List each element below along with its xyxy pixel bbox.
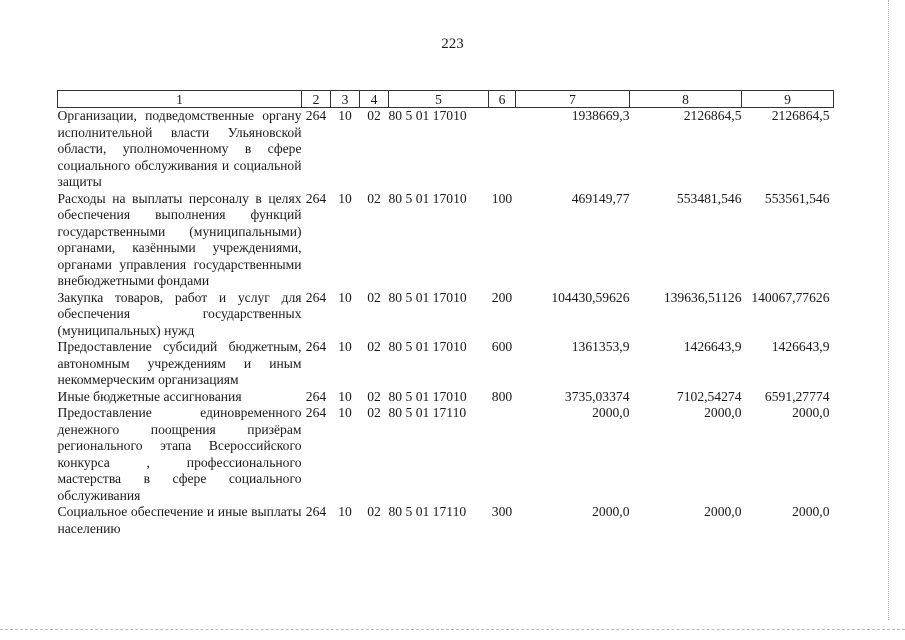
cell-col-8: 1426643,9 bbox=[683, 339, 742, 354]
cell-col-6: 300 bbox=[491, 504, 513, 519]
cell-col-8: 7102,54274 bbox=[676, 388, 742, 404]
cell-col-7: 3735,03374 bbox=[564, 388, 630, 404]
cell-col-2: 264 bbox=[305, 190, 327, 206]
header-col-4: 4 bbox=[360, 91, 389, 108]
cell-col-2: 264 bbox=[305, 405, 327, 420]
cell-col-5: 80 5 01 17110 bbox=[388, 504, 467, 519]
cell-col-4: 02 bbox=[367, 339, 381, 354]
cell-col-8: 139636,51126 bbox=[663, 289, 742, 305]
budget-table bbox=[57, 90, 834, 537]
header-col-9: 9 bbox=[742, 91, 834, 108]
row-name: Предоставление единовременного денежного поощрения призёрам регионального этапа Всероссийского конкурса , профессионального мастерства в сфере социального обслуживания bbox=[57, 405, 302, 503]
cell-col-7: 2000,0 bbox=[592, 405, 630, 420]
table-row bbox=[58, 290, 834, 340]
cell-col-3: 10 bbox=[338, 108, 352, 123]
cell-col-6 bbox=[489, 405, 516, 504]
cell-col-6 bbox=[489, 108, 516, 191]
cell-col-5: 80 5 01 17010 bbox=[388, 190, 467, 206]
table-row bbox=[58, 191, 834, 290]
row-name: Предоставление субсидий бюджетным, автономным учреждениям и иным некоммерческим организациям bbox=[57, 339, 302, 387]
cell-col-8: 553481,546 bbox=[676, 190, 742, 206]
page-edge-right bbox=[888, 0, 889, 620]
cell-col-9: 2000,0 bbox=[792, 405, 830, 420]
table-row bbox=[58, 339, 834, 389]
row-name: Расходы на выплаты персоналу в целях обеспечения выполнения функций государственными (муниципальными) органами, казёнными учреждениями, органами управления государственными внебюджетными фондами bbox=[57, 190, 302, 288]
cell-col-7: 2000,0 bbox=[592, 504, 630, 519]
table-row bbox=[58, 108, 834, 191]
cell-col-7: 1361353,9 bbox=[571, 339, 630, 354]
cell-col-3: 10 bbox=[338, 504, 352, 519]
cell-col-5: 80 5 01 17010 bbox=[388, 289, 467, 305]
page-edge-bottom bbox=[0, 629, 905, 630]
cell-col-9: 140067,77626 bbox=[751, 289, 830, 305]
cell-col-8: 2126864,5 bbox=[683, 108, 742, 123]
table-row bbox=[58, 389, 834, 406]
header-col-3: 3 bbox=[331, 91, 360, 108]
cell-col-6: 100 bbox=[491, 190, 513, 206]
header-col-2: 2 bbox=[302, 91, 331, 108]
header-col-5: 5 bbox=[389, 91, 489, 108]
table-row bbox=[58, 504, 834, 537]
header-col-1: 1 bbox=[58, 91, 302, 108]
row-name: Закупка товаров, работ и услуг для обеспечения государственных (муниципальных) нужд bbox=[57, 289, 302, 338]
cell-col-2: 264 bbox=[305, 388, 327, 404]
cell-col-8: 2000,0 bbox=[704, 405, 742, 420]
cell-col-4: 02 bbox=[367, 190, 381, 206]
row-name: Иные бюджетные ассигнования bbox=[57, 388, 242, 404]
cell-col-6: 200 bbox=[491, 289, 513, 305]
header-col-8: 8 bbox=[630, 91, 742, 108]
cell-col-2: 264 bbox=[305, 339, 327, 354]
cell-col-2: 264 bbox=[305, 289, 327, 305]
header-col-7: 7 bbox=[516, 91, 630, 108]
cell-col-9: 553561,546 bbox=[764, 190, 830, 206]
cell-col-5: 80 5 01 17110 bbox=[388, 405, 467, 420]
cell-col-4: 02 bbox=[367, 108, 381, 123]
cell-col-7: 1938669,3 bbox=[571, 108, 630, 123]
cell-col-7: 104430,59626 bbox=[551, 289, 630, 305]
cell-col-4: 02 bbox=[367, 504, 381, 519]
page-number: 223 bbox=[441, 36, 464, 52]
row-name: Организации, подведомственные органу исполнительной власти Ульяновской области, уполномоченному в сфере социального обслуживания и социальной защиты bbox=[57, 108, 302, 189]
row-name: Социальное обеспечение и иные выплаты населению bbox=[57, 504, 302, 536]
cell-col-6: 800 bbox=[491, 388, 513, 404]
cell-col-3: 10 bbox=[338, 388, 352, 404]
cell-col-5: 80 5 01 17010 bbox=[388, 388, 467, 404]
cell-col-3: 10 bbox=[338, 190, 352, 206]
cell-col-7: 469149,77 bbox=[571, 190, 630, 206]
table-row bbox=[58, 405, 834, 504]
cell-col-4: 02 bbox=[367, 289, 381, 305]
cell-col-9: 2126864,5 bbox=[771, 108, 830, 123]
cell-col-2: 264 bbox=[305, 504, 327, 519]
cell-col-9: 2000,0 bbox=[792, 504, 830, 519]
header-row bbox=[58, 91, 834, 108]
cell-col-9: 6591,27774 bbox=[764, 388, 830, 404]
cell-col-9: 1426643,9 bbox=[771, 339, 830, 354]
cell-col-5: 80 5 01 17010 bbox=[388, 339, 467, 354]
cell-col-4: 02 bbox=[367, 388, 381, 404]
cell-col-3: 10 bbox=[338, 289, 352, 305]
cell-col-5: 80 5 01 17010 bbox=[388, 108, 467, 123]
cell-col-4: 02 bbox=[367, 405, 381, 420]
cell-col-6: 600 bbox=[491, 339, 513, 354]
header-col-6: 6 bbox=[489, 91, 516, 108]
cell-col-2: 264 bbox=[305, 108, 327, 123]
cell-col-8: 2000,0 bbox=[704, 504, 742, 519]
cell-col-3: 10 bbox=[338, 405, 352, 420]
cell-col-3: 10 bbox=[338, 339, 352, 354]
